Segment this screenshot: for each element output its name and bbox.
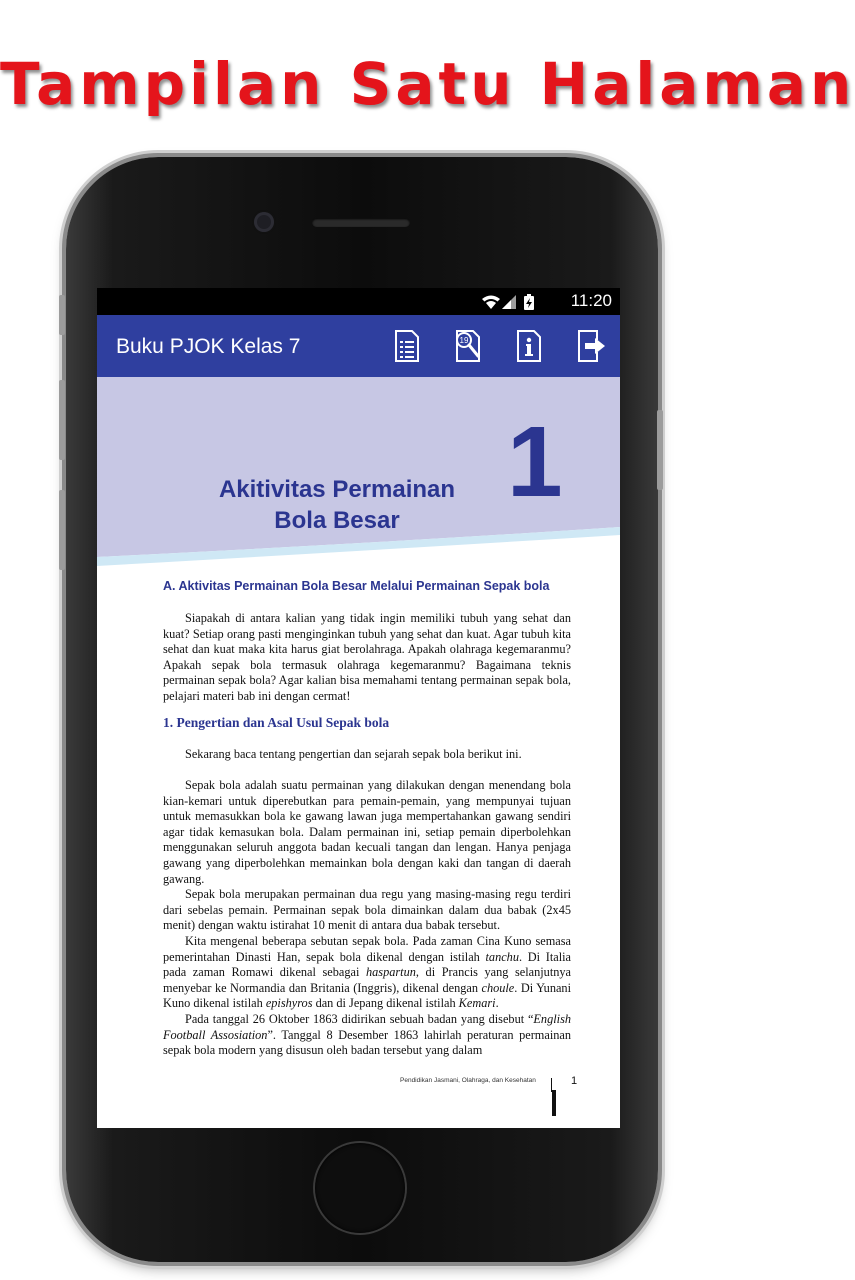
paragraph-4: Kita mengenal beberapa sebutan sepak bola. Pada zaman Cina Kuno semasa pemerintahan Dinasti Han, sepak bola dikenal dengan istilah tanchu. Di Italia pada zaman Romawi dikenal sebagai haspartun, di Prancis yang selanjutnya menyebar ke Normandia dan Britania (Inggris), dikenal dengan choule. Di Yunani Kuno dikenal istilah epishyros dan di Jepang dikenal istilah Kemari.: [163, 933, 572, 1011]
chapter-title-line-2: Bola Besar: [274, 507, 400, 534]
exit-icon[interactable]: [573, 329, 607, 363]
app-title: Buku PJOK Kelas 7: [116, 335, 301, 358]
mute-switch: [59, 295, 65, 335]
wifi-icon: [482, 296, 500, 310]
status-time: 11:20: [570, 291, 612, 310]
page-number: 1: [571, 1075, 578, 1087]
status-icons: [480, 293, 550, 311]
signal-icon: [502, 295, 516, 309]
phone-screen: [97, 288, 620, 1128]
app-bar: [97, 315, 620, 377]
paragraph-5: Pada tanggal 26 Oktober 1863 didirikan sebuah badan yang disebut “English Football Assosiation”. Tanggal 8 Desember 1863 lahirlah peraturan permainan sepak bola modern yang disusun oleh badan tersebut yang dalam: [163, 1011, 571, 1058]
chapter-title-line-1: Akitivitas Permainan: [218, 476, 456, 503]
paragraph-2: Sepak bola adalah suatu permainan yang dilakukan dengan menendang bola kian-kemari untuk diperebutkan para pemain-pemain, yang mempunyai tujuan untuk memasukkan bola ke gawang lawan juga mempertahankan gawang sendiri agar tidak kemasukan bola. Dalam permainan ini, setiap pemain diperbolehkan menggunakan seluruh anggota badan kecuali tangan dan lengan. Hanya penjaga gawang yang diperbolehkan memainkan bola dengan kaki dan tangan di daerah gawang.: [163, 778, 571, 886]
paragraph-1-text: Siapakah di antara kalian yang tidak ingin memiliki tubuh yang sehat dan kuat? Setiap orang pasti menginginkan tubuh yang sehat dan kuat. Agar tubuh kita sehat dan kuat maka kita harus giat berolahraga. Apakah olahraga kegemaranmu? Apakah sepak bola termasuk olahraga kegemaranmu? Bagaimana teknis permainan sepak bola? Agar kalian bisa memahami tentang permainan sepak bola, pelajari materi bab ini dengan cermat!: [163, 611, 571, 703]
paragraph-1: [163, 611, 571, 705]
page-marker-bar: [552, 1090, 556, 1116]
page-footer-text: Pendidikan Jasmani, Olahraga, dan Kesehatan: [400, 1077, 536, 1084]
body-paragraphs: [163, 778, 571, 1059]
chapter-number: 1: [507, 406, 563, 518]
section-a-heading: A. Aktivitas Permainan Bola Besar Melalui Permainan Sepak bola: [163, 579, 550, 593]
volume-down-button: [59, 490, 65, 570]
promo-title: Tampilan Satu Halaman: [0, 50, 855, 118]
battery-icon: [524, 294, 534, 310]
front-camera: [254, 212, 274, 232]
subsection-1-heading: 1. Pengertian dan Asal Usul Sepak bola: [163, 715, 390, 730]
power-button: [657, 410, 663, 490]
goto-page-badge: 19: [459, 336, 469, 345]
chapter-title: [192, 474, 482, 536]
home-button[interactable]: [315, 1143, 405, 1233]
intro-sentence: Sekarang baca tentang pengertian dan sejarah sepak bola berikut ini.: [185, 747, 522, 761]
toc-icon[interactable]: [390, 329, 424, 363]
status-bar: [97, 288, 620, 315]
volume-up-button: [59, 380, 65, 460]
earpiece-speaker: [312, 218, 410, 227]
paragraph-3: Sepak bola merupakan permainan dua regu yang masing-masing regu terdiri dari sebelas pemain. Permainan sepak bola dimainkan dalam dua babak (2x45 menit) dengan waktu istirahat 10 menit di antara dua babak tersebut.: [163, 887, 571, 933]
goto-page-icon[interactable]: [451, 329, 485, 363]
info-icon[interactable]: [512, 329, 546, 363]
